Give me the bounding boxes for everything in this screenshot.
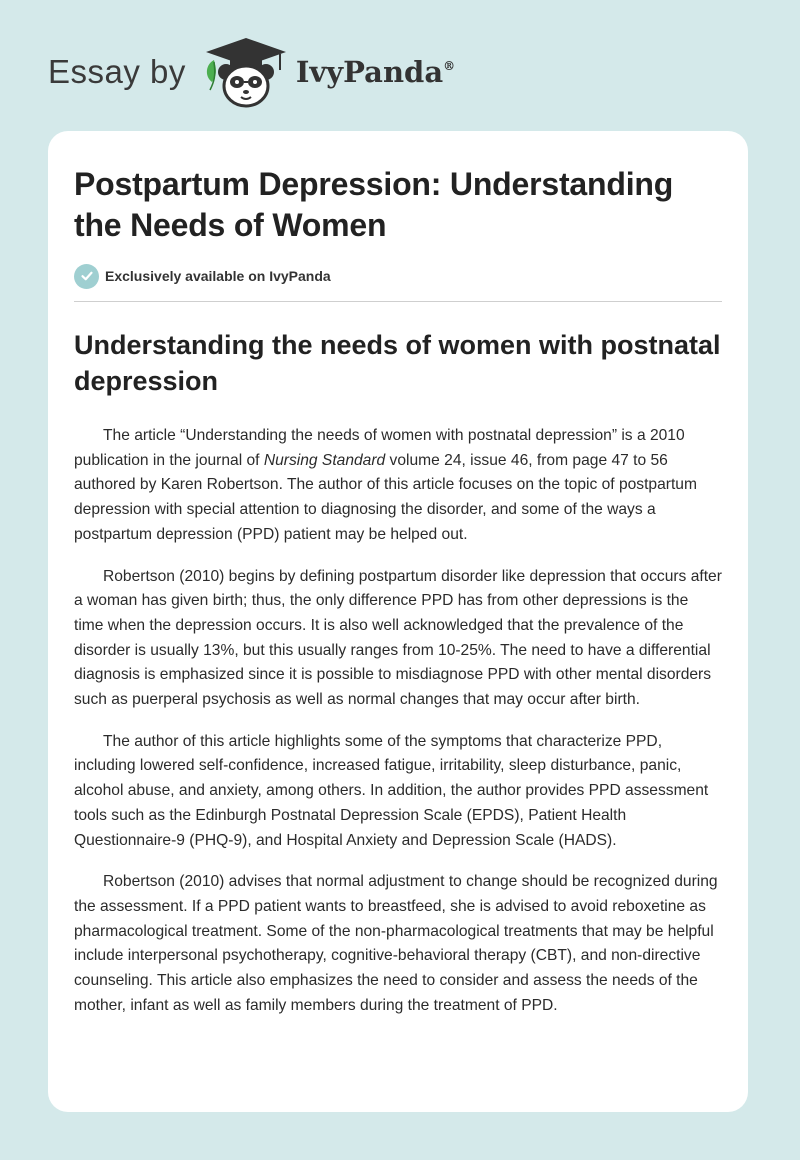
divider [74,301,722,302]
site-header [48,30,508,114]
paragraph-4: Robertson (2010) advises that normal adjustment to change should be recognized during the assessment. If a PPD patient wants to breastfeed, she is advised to avoid reboxetine as pharmacological treatment. Some of the non-pharmacological treatments that may be helpful include interpersonal psychotherapy, cognitive-behavioral therapy (CBT), and non-directive counseling. This article also emphasizes the need to consider and assess the needs of the mother, infant as well as family members during the treatment of PPD. [74,873,718,1014]
paragraph-1-intro: The article “Understanding the needs of women with postnatal depression” is a 2010 publication in the journal of [74,427,685,469]
essay-by-label: Essay by [48,53,186,90]
section-title: Understanding the needs of women with postnatal depression [74,330,721,396]
brand-name-text: IvyPanda [295,55,444,89]
paragraph-3: The author of this article highlights some of the symptoms that characterize PPD, including lowered self-confidence, increased fatigue, irritability, sleep disturbance, panic, alcohol abuse, and anxiety, among others. In addition, the author provides PPD assessment tools such as the Edinburgh Postnatal Depression Scale (EPDS), Patient Health Questionnaire-9 (PHQ-9), and Hospital Anxiety and Depression Scale (HADS). [74,732,709,849]
paragraph-2: Robertson (2010) begins by defining postpartum disorder like depression that occurs after a woman has given birth; thus, the only difference PPD has from other depressions is the time when the depression occurs. It is also well acknowledged that the prevalence of the disorder is usually 13%, but this usually ranges from 10-25%. The need to have a differential diagnosis is emphasized since it is possible to misdiagnose PPD with other mental disorders such as puerperal psychosis as well as normal changes that may occur after birth. [74,567,722,709]
exclusive-badge [74,263,722,289]
panda-graduate-icon[interactable] [200,32,292,112]
brand-name[interactable] [296,55,455,89]
page-title: Postpartum Depression: Understanding the Needs of Women [74,166,674,243]
check-circle-icon [74,264,99,289]
paragraph-1 [74,424,722,548]
registered-mark: ® [443,59,456,73]
journal-name: Nursing Standard [263,451,386,469]
exclusive-label: Exclusively available on IvyPanda [105,268,331,284]
article-card [48,131,748,1112]
paragraph-1-rest: volume 24, issue 46, from page 47 to 56 authored by Karen Robertson. The author of this article focuses on the topic of postpartum depression with special attention to diagnosing the disorder, and some of the ways a postpartum depression (PPD) patient may be helped out. [74,451,697,543]
